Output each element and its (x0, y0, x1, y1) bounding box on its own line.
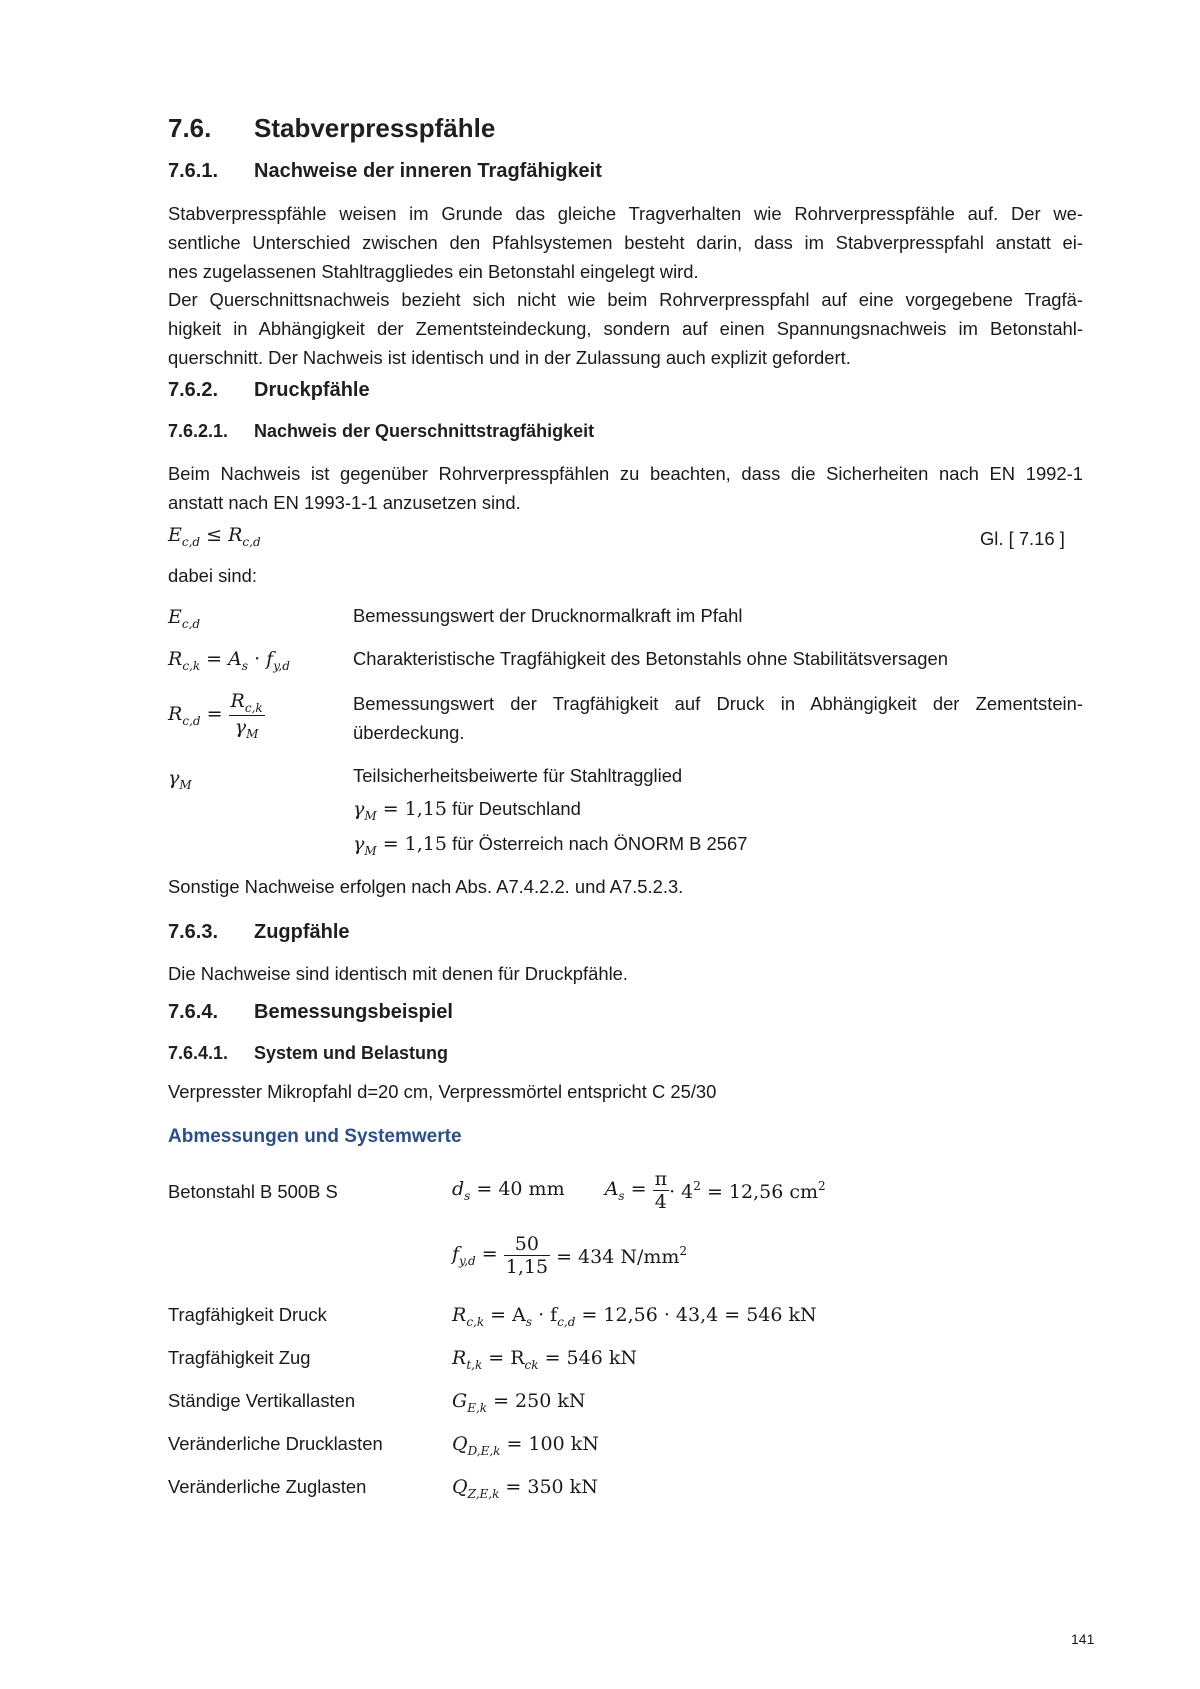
paragraph-nachweis (168, 459, 1083, 517)
value: = R (482, 1347, 525, 1369)
formula-qzek: $Q_{Z,E,k} = 350$ kN (452, 1476, 598, 1501)
text-line: querschnitt. Der Nachweis ist identisch und in der Zulassung auch explizit gefordert. (168, 347, 851, 368)
formula-zug: $R_{t,k} = R_{ck} = 546$ kN (452, 1347, 637, 1372)
section-title: Nachweise der inneren Tragfähigkeit (254, 160, 602, 182)
value-label: für Deutschland (446, 798, 581, 819)
section-number: 7.6. (168, 113, 212, 143)
denominator: 1,15 (505, 1256, 549, 1278)
section-number: 7.6.3. (168, 921, 219, 943)
text-line: sentliche Unterschied zwischen den Pfahlsystemen besteht darin, dass im Stabverpresspfahl anstatt ei- (168, 232, 1083, 253)
formula-qdek: $Q_{D,E,k} = 100$ kN (452, 1433, 599, 1458)
paragraph-querschnitt (168, 285, 1083, 372)
symbol: R (228, 524, 243, 546)
symbol: E (168, 524, 182, 546)
value-label: für Österreich nach ÖNORM B 2567 (446, 833, 748, 854)
value: = 546 kN (538, 1347, 637, 1369)
gamma-m-austria: $\gamma_M = 1,15$ für Österreich nach ÖNORM B 2567 (353, 833, 748, 858)
value: = 250 kN (487, 1390, 586, 1412)
section-title: Druckpfähle (254, 379, 370, 401)
value: = 12,56 · 43,4 = 546 kN (575, 1304, 817, 1326)
section-number: 7.6.2. (168, 379, 219, 401)
value: = A (484, 1304, 526, 1326)
row-label-verzug: Veränderliche Zuglasten (168, 1476, 367, 1497)
denominator: 4 (653, 1190, 670, 1213)
section-number: 7.6.2.1. (168, 421, 229, 441)
numerator: π (654, 1168, 668, 1190)
ecd-description: Bemessungswert der Drucknormalkraft im Pfahl (353, 605, 743, 626)
row-label-verdruck: Veränderliche Drucklasten (168, 1433, 383, 1454)
subscript: c,d (181, 535, 201, 549)
row-label-staendig: Ständige Vertikallasten (168, 1390, 356, 1411)
text-line: Bemessungswert der Tragfähigkeit auf Druck in Abhängigkeit der Zementstein- (353, 693, 1083, 714)
numerator: 50 (514, 1233, 539, 1255)
operator: ≤ (200, 524, 229, 546)
page-number: 141 (1071, 1631, 1095, 1647)
text-line: überdeckung. (353, 722, 465, 743)
text-line: nes zugelassenen Stahltraggliedes ein Betonstahl eingelegt wird. (168, 261, 699, 282)
equation-7-16 (168, 524, 261, 549)
paragraph-intro (168, 199, 1083, 286)
value: = 12,56 cm (700, 1180, 818, 1203)
value: = 100 kN (500, 1433, 599, 1455)
subheading-abmessungen: Abmessungen und Systemwerte (168, 1126, 462, 1147)
text-line: higkeit in Abhängigkeit der Zementsteindeckung, sondern auf einen Spannungsnachweis im Betonstahl- (168, 318, 1083, 339)
paragraph-system: Verpresster Mikropfahl d=20 cm, Verpressmörtel entspricht C 25/30 (168, 1081, 717, 1102)
section-number: 7.6.4. (168, 1001, 219, 1023)
value: = 434 N/mm (550, 1245, 680, 1268)
value: · f (532, 1304, 558, 1326)
section-heading-7-6-1 (168, 160, 602, 183)
rcd-description (353, 689, 1083, 747)
gamma-m-description: Teilsicherheitsbeiwerte für Stahltragglied (353, 765, 683, 786)
dabei-label: dabei sind: (168, 565, 257, 586)
gamma-m-germany: $\gamma_M = 1,15$ für Deutschland (353, 798, 581, 823)
row-label-druck: Tragfähigkeit Druck (168, 1304, 327, 1325)
row-label-zug: Tragfähigkeit Zug (168, 1347, 311, 1368)
section-number: 7.6.1. (168, 160, 219, 182)
row-label-betonstahl: Betonstahl B 500B S (168, 1181, 338, 1202)
value: = 1,15 (376, 833, 447, 855)
text-line: Der Querschnittsnachweis bezieht sich nicht wie beim Rohrverpresspfahl auf eine vorgegebene Tragfä- (168, 289, 1083, 310)
sonstige-nachweise: Sonstige Nachweise erfolgen nach Abs. A7.4.2.2. und A7.5.2.3. (168, 876, 684, 897)
paragraph-zugpfaehle: Die Nachweise sind identisch mit denen für Druckpfähle. (168, 963, 628, 984)
value: = 350 kN (499, 1476, 598, 1498)
section-title: Bemessungsbeispiel (254, 1001, 453, 1023)
section-title: Stabverpresspfähle (254, 113, 496, 143)
rck-description: Charakteristische Tragfähigkeit des Betonstahls ohne Stabilitätsversagen (353, 648, 948, 669)
section-title: System und Belastung (254, 1043, 449, 1063)
section-heading-7-6-3 (168, 921, 350, 944)
section-heading-7-6 (168, 113, 495, 144)
text-line: Stabverpresspfähle weisen im Grunde das gleiche Tragverhalten wie Rohrverpresspfähle auf. Der we- (168, 203, 1083, 224)
value: · 4 (669, 1180, 694, 1203)
section-number: 7.6.4.1. (168, 1043, 229, 1063)
formula-ds-as: $d_s = 40$ mm $A_s$ = $\frac{\pi}{4}$ · $4^2 = 12,56$ $cm^2$ (452, 1168, 826, 1213)
text-line: Beim Nachweis ist gegenüber Rohrverpresspfählen zu beachten, dass die Sicherheiten nach EN 1992-1 (168, 463, 1083, 484)
section-heading-7-6-2-1 (168, 421, 594, 442)
value: = 40 mm (470, 1178, 565, 1200)
subscript: c,d (242, 535, 261, 549)
section-heading-7-6-4-1 (168, 1043, 448, 1064)
formula-rcd: $R_{c,d}$ = $\frac{R_{c,k}}{\gamma_M}$ (168, 690, 263, 741)
section-heading-7-6-2 (168, 379, 370, 402)
symbol-gamma-m: $\gamma_M$ (168, 767, 192, 792)
section-title: Nachweis der Querschnittstragfähigkeit (254, 421, 595, 441)
formula-rck: $R_{c,k} = A_s \cdot f_{y,d}$ (168, 648, 290, 673)
formula-gek: $G_{E,k} = 250$ kN (452, 1390, 586, 1415)
section-title: Zugpfähle (254, 921, 350, 943)
text-line: anstatt nach EN 1993-1-1 anzusetzen sind. (168, 492, 521, 513)
value: = 1,15 (376, 798, 447, 820)
formula-druck: $R_{c,k} = A_s \cdot f_{c,d} = 12,56 \cdot 43,4 = 546$ kN (452, 1304, 817, 1329)
formula-fyd: $f_{y,d}$ = $\frac{50}{1,15}$ = 434 $N/mm^2$ (452, 1233, 688, 1278)
symbol-ecd: $E_{c,d}$ (168, 606, 201, 631)
equation-reference: Gl. [ 7.16 ] (980, 528, 1065, 549)
section-heading-7-6-4 (168, 1001, 453, 1024)
